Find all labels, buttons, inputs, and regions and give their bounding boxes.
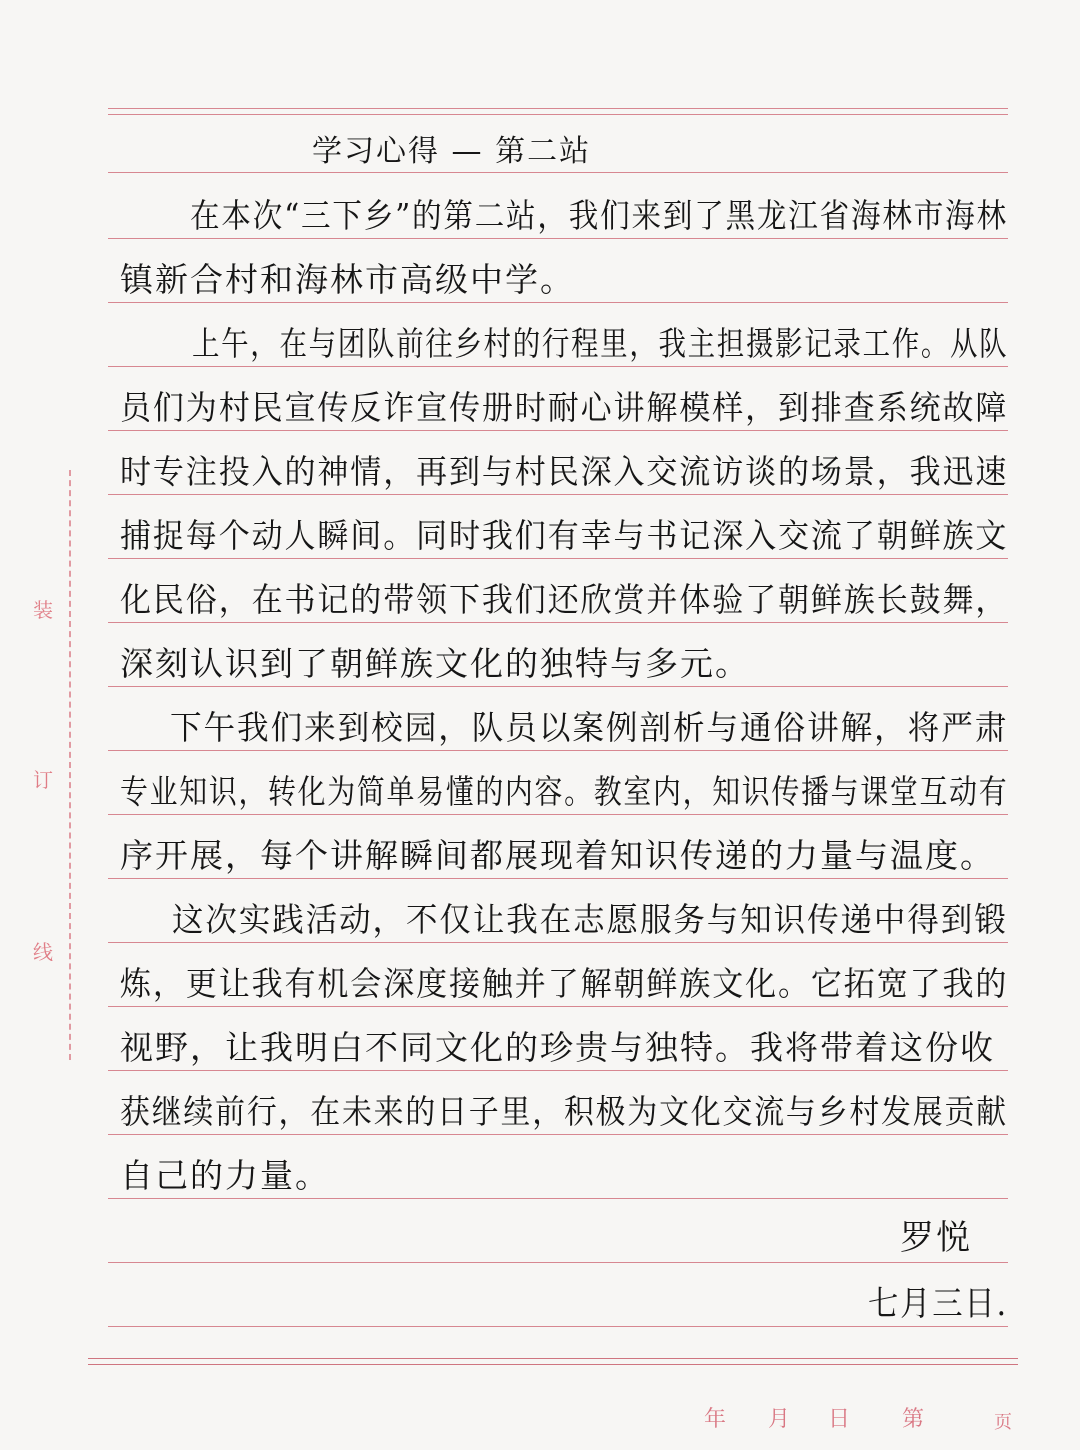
ruled-line	[108, 1198, 1008, 1199]
ruled-line	[108, 430, 1008, 431]
ruled-line	[108, 942, 1008, 943]
text-line: 序开展，每个讲解瞬间都展现着知识传递的力量与温度。	[120, 836, 995, 875]
ruled-line	[108, 1006, 1008, 1007]
ruled-line	[108, 814, 1008, 815]
text-line: 下午我们来到校园，队员以案例剖析与通俗讲解，将严肃	[170, 708, 1009, 747]
binding-char-zhuang: 装	[33, 598, 53, 622]
text-line: 炼，更让我有机会深度接触并了解朝鲜族文化。它拓宽了我的	[120, 964, 1009, 1003]
ruled-line	[108, 1070, 1008, 1071]
ruled-line	[108, 1134, 1008, 1135]
ruled-line	[108, 1326, 1008, 1327]
text-line: 捕捉每个动人瞬间。同时我们有幸与书记深入交流了朝鲜族文	[120, 516, 1009, 555]
text-line: 在本次“三下乡”的第二站，我们来到了黑龙江省海林市海林	[190, 196, 1008, 235]
binding-char-ding: 订	[33, 768, 53, 792]
text-line: 自己的力量。	[120, 1156, 330, 1195]
ruled-line	[108, 238, 1008, 239]
binding-char-xian: 线	[33, 940, 53, 964]
text-line: 镇新合村和海林市高级中学。	[120, 260, 575, 299]
ruled-line	[108, 302, 1008, 303]
binding-dashed-line	[69, 470, 71, 1060]
page-title: 学习心得 — 第二站	[312, 134, 592, 169]
ruled-line	[108, 622, 1008, 623]
text-line: 这次实践活动，不仅让我在志愿服务与知识传递中得到锻	[172, 900, 1008, 939]
ruled-line	[88, 1364, 1018, 1365]
ruled-line	[108, 108, 1008, 109]
signature-name: 罗悦	[900, 1218, 972, 1258]
text-line: 时专注投入的神情，再到与村民深入交流访谈的场景，我迅速	[120, 452, 1009, 491]
text-line: 深刻认识到了朝鲜族文化的独特与多元。	[120, 644, 750, 683]
ruled-line	[108, 114, 1008, 115]
text-line: 员们为村民宣传反诈宣传册时耐心讲解模样，到排查系统故障	[120, 388, 1009, 427]
ruled-line	[108, 558, 1008, 559]
text-line: 上午，在与团队前往乡村的行程里，我主担摄影记录工作。从队	[192, 324, 1009, 363]
ruled-line	[108, 366, 1008, 367]
ruled-line	[108, 1262, 1008, 1263]
ruled-line	[108, 686, 1008, 687]
footer-page-prefix: 第	[902, 1407, 925, 1432]
ruled-line	[108, 750, 1008, 751]
ruled-line	[108, 494, 1008, 495]
footer-page-suffix: 页	[994, 1412, 1012, 1433]
ruled-line	[108, 878, 1008, 879]
ruled-line	[108, 172, 1008, 173]
footer-month-label: 月	[768, 1407, 791, 1432]
text-line: 获继续前行，在未来的日子里，积极为文化交流与乡村发展贡献	[120, 1092, 1008, 1131]
ruled-line	[88, 1358, 1018, 1359]
footer-year-label: 年	[704, 1407, 727, 1432]
text-line: 化民俗，在书记的带领下我们还欣赏并体验了朝鲜族长鼓舞，	[120, 580, 1009, 619]
text-line: 视野，让我明白不同文化的珍贵与独特。我将带着这份收	[120, 1028, 995, 1067]
signature-date: 七月三日.	[868, 1284, 1008, 1324]
footer-day-label: 日	[828, 1407, 851, 1432]
text-line: 专业知识，转化为简单易懂的内容。教室内，知识传播与课堂互动有	[120, 772, 1009, 811]
